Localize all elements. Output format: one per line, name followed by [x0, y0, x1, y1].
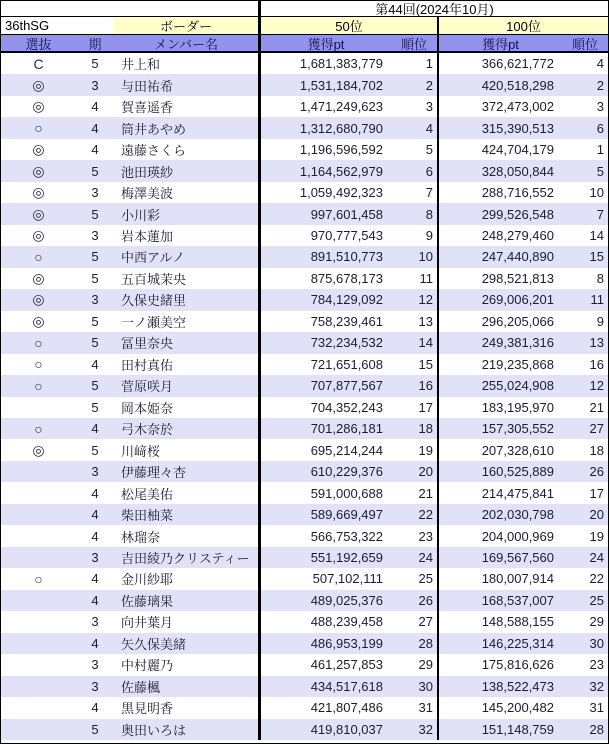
member-name-cell: 遠藤さくら: [121, 143, 187, 159]
member-name-cell: 賀喜遥香: [121, 100, 174, 116]
border-label: ボーダー: [114, 17, 258, 34]
rank-50-cell: 11: [419, 270, 433, 286]
points-50-cell: 566,753,322: [258, 525, 391, 546]
senbatsu-mark-cell: [1, 590, 76, 611]
rank-100-cell: 13: [589, 335, 604, 351]
points-100-cell: 298,521,813: [437, 268, 562, 289]
points-50-cell: 421,807,486: [258, 697, 391, 718]
rank-100-cell: 3: [596, 99, 604, 115]
points-50-cell: 419,810,037: [258, 719, 391, 740]
member-row: [1, 182, 608, 203]
points-100-cell: 219,235,868: [437, 354, 562, 375]
rank-100-cell: 9: [596, 313, 604, 329]
rank-100-cell: 28: [589, 721, 604, 737]
member-name-cell: 井上和: [121, 57, 161, 73]
points-50-cell: 507,102,111: [258, 568, 391, 589]
member-name-cell: 弓木奈於: [121, 422, 174, 438]
header-blank-cell: [1, 1, 258, 16]
points-100-cell: 148,588,155: [437, 611, 562, 632]
points-100-cell: 269,006,201: [437, 289, 562, 310]
member-row: [1, 697, 608, 718]
member-row: [1, 719, 608, 740]
senbatsu-mark-cell: [1, 525, 76, 546]
member-row: [1, 246, 608, 267]
member-row: [1, 117, 608, 138]
points-100-cell: 315,390,513: [437, 117, 562, 138]
points-50-cell: 701,286,181: [258, 418, 391, 439]
senbatsu-mark-cell: [1, 719, 76, 740]
rank-100-cell: 4: [596, 56, 604, 72]
points-100-cell: 160,525,889: [437, 461, 562, 482]
rank-100-cell: 18: [589, 442, 604, 458]
member-name-cell: 菅原咲月: [121, 379, 174, 395]
member-name-cell: 小川彩: [121, 207, 161, 223]
points-50-cell: 704,352,243: [258, 397, 391, 418]
member-name-cell: 奥田いろは: [121, 722, 187, 738]
generation-cell: 5: [91, 206, 99, 222]
generation-cell: 5: [91, 249, 99, 265]
header-row-columns: [1, 35, 608, 53]
member-row: [1, 461, 608, 482]
generation-cell: 4: [91, 592, 99, 608]
rank-100-cell: 1: [596, 142, 604, 158]
rank-50-cell: 24: [418, 550, 433, 566]
rank-100-cell: 10: [589, 185, 604, 201]
rank50-group-label: 50位: [258, 17, 437, 34]
rank-50-cell: 7: [425, 185, 433, 201]
points-100-cell: 202,030,798: [437, 504, 562, 525]
member-row: [1, 74, 608, 95]
generation-cell: 4: [91, 356, 99, 372]
senbatsu-mark-cell: ◎: [32, 226, 45, 243]
rank-100-cell: 21: [589, 399, 604, 415]
member-row: [1, 504, 608, 525]
points-100-cell: 296,205,066: [437, 311, 562, 332]
points-100-cell: 372,473,002: [437, 96, 562, 117]
member-name-cell: 梅澤美波: [121, 186, 174, 202]
generation-cell: 3: [91, 614, 99, 630]
points-100-cell: 248,279,460: [437, 225, 562, 246]
rank-100-cell: 19: [589, 528, 604, 544]
rank-50-cell: 12: [418, 292, 433, 308]
member-name-cell: 黒見明香: [121, 701, 174, 717]
senbatsu-mark-cell: ◎: [32, 76, 45, 93]
header-row-groups: [1, 17, 608, 35]
senbatsu-mark-cell: C: [33, 55, 44, 72]
points-100-cell: 204,000,969: [437, 525, 562, 546]
generation-cell: 4: [91, 635, 99, 651]
rank-50-cell: 9: [425, 227, 433, 243]
member-row: [1, 676, 608, 697]
rank-100-cell: 20: [589, 507, 604, 523]
points-50-cell: 488,239,458: [258, 611, 391, 632]
rank-100-cell: 29: [589, 614, 604, 630]
points-100-cell: 424,704,179: [437, 139, 562, 160]
member-name-cell: 柴田柚菜: [121, 508, 174, 524]
member-row: [1, 332, 608, 353]
points-100-cell: 183,195,970: [437, 397, 562, 418]
points-50-cell: 1,471,249,623: [258, 96, 391, 117]
member-row: [1, 568, 608, 589]
member-row: [1, 482, 608, 503]
points-50-cell: 1,196,596,592: [258, 139, 391, 160]
generation-cell: 3: [91, 292, 99, 308]
generation-cell: 4: [91, 120, 99, 136]
member-name-cell: 向井葉月: [121, 615, 174, 631]
rank-100-cell: 26: [589, 464, 604, 480]
member-name-cell: 吉田綾乃クリスティー: [121, 551, 250, 567]
member-name-cell: 川﨑桜: [121, 443, 161, 459]
generation-cell: 3: [91, 464, 99, 480]
rank-50-cell: 32: [418, 721, 433, 737]
rank-50-cell: 2: [425, 77, 433, 93]
member-name-cell: 伊藤理々杏: [121, 465, 187, 481]
rank-100-cell: 17: [589, 485, 604, 501]
member-row: [1, 289, 608, 310]
points-100-cell: 168,537,007: [437, 590, 562, 611]
points-50-cell: 1,681,383,779: [258, 53, 391, 74]
points-50-cell: 732,234,532: [258, 332, 391, 353]
generation-cell: 4: [91, 99, 99, 115]
rank-100-cell: 27: [589, 421, 604, 437]
senbatsu-mark-cell: [1, 654, 76, 675]
rank-100-cell: 14: [589, 227, 604, 243]
points-50-cell: 1,059,492,323: [258, 182, 391, 203]
member-name-cell: 矢久保美緒: [121, 636, 187, 652]
member-row: [1, 611, 608, 632]
rank-50-cell: 10: [418, 249, 433, 265]
points-100-cell: 138,522,473: [437, 676, 562, 697]
points-50-cell: 695,214,244: [258, 439, 391, 460]
points-100-cell: 175,816,626: [437, 654, 562, 675]
generation-cell: 4: [91, 507, 99, 523]
member-name-cell: 佐藤楓: [121, 679, 161, 695]
points-100-cell: 288,716,552: [437, 182, 562, 203]
rank-100-cell: 7: [596, 206, 604, 222]
points-50-cell: 1,164,562,979: [258, 160, 391, 181]
member-row: [1, 654, 608, 675]
member-row: [1, 268, 608, 289]
member-name-cell: 林瑠奈: [121, 529, 161, 545]
col-header-rank-50: 順位: [400, 36, 427, 51]
member-row: [1, 96, 608, 117]
member-name-cell: 佐藤璃果: [121, 593, 174, 609]
points-100-cell: 299,526,548: [437, 203, 562, 224]
senbatsu-mark-cell: ◎: [32, 312, 45, 329]
points-100-cell: 255,024,908: [437, 375, 562, 396]
points-100-cell: 180,007,914: [437, 568, 562, 589]
points-50-cell: 970,777,543: [258, 225, 391, 246]
member-row: [1, 225, 608, 246]
generation-cell: 3: [91, 227, 99, 243]
generation-cell: 5: [91, 378, 99, 394]
rank-100-cell: 16: [589, 356, 604, 372]
rank-50-cell: 25: [418, 571, 433, 587]
rank-50-cell: 31: [418, 700, 433, 716]
points-50-cell: 589,669,497: [258, 504, 391, 525]
rank-50-cell: 3: [425, 99, 433, 115]
rank-50-cell: 8: [425, 206, 433, 222]
senbatsu-mark-cell: ○: [34, 120, 43, 137]
rank-100-cell: 23: [589, 657, 604, 673]
member-row: [1, 525, 608, 546]
senbatsu-mark-cell: ◎: [32, 291, 45, 308]
points-100-cell: 151,148,759: [437, 719, 562, 740]
member-name-cell: 池田瑛紗: [121, 164, 174, 180]
senbatsu-mark-cell: [1, 482, 76, 503]
generation-cell: 5: [91, 163, 99, 179]
points-100-cell: 249,381,316: [437, 332, 562, 353]
generation-cell: 3: [91, 550, 99, 566]
generation-cell: 4: [91, 700, 99, 716]
col-header-rank-100: 順位: [571, 36, 598, 51]
member-row: [1, 354, 608, 375]
member-row: [1, 547, 608, 568]
senbatsu-mark-cell: ◎: [32, 98, 45, 115]
member-row: [1, 397, 608, 418]
generation-cell: 5: [91, 442, 99, 458]
rank-100-cell: 31: [589, 700, 604, 716]
points-50-cell: 784,129,092: [258, 289, 391, 310]
senbatsu-mark-cell: [1, 633, 76, 654]
senbatsu-mark-cell: ○: [34, 334, 43, 351]
rank-100-cell: 2: [596, 77, 604, 93]
rank-50-cell: 5: [425, 142, 433, 158]
rank-50-cell: 6: [425, 163, 433, 179]
member-row: [1, 203, 608, 224]
rank-50-cell: 1: [425, 56, 433, 72]
senbatsu-mark-cell: ◎: [32, 269, 45, 286]
generation-cell: 5: [91, 270, 99, 286]
senbatsu-mark-cell: ◎: [32, 441, 45, 458]
points-50-cell: 591,000,688: [258, 482, 391, 503]
rank-50-cell: 21: [418, 485, 433, 501]
table-body: [1, 53, 608, 740]
member-name-cell: 中村麗乃: [121, 658, 174, 674]
points-50-cell: 610,229,376: [258, 461, 391, 482]
rank100-group-label: 100位: [437, 17, 608, 34]
senbatsu-mark-cell: ○: [34, 248, 43, 265]
points-100-cell: 169,567,560: [437, 547, 562, 568]
points-100-cell: 247,440,890: [437, 246, 562, 267]
generation-cell: 5: [91, 399, 99, 415]
senbatsu-mark-cell: [1, 504, 76, 525]
single-label: 36thSG: [1, 17, 114, 34]
member-name-cell: 筒井あやめ: [121, 121, 187, 137]
senbatsu-mark-cell: ○: [34, 570, 43, 587]
member-name-cell: 岩本蓮加: [121, 228, 174, 244]
points-50-cell: 891,510,773: [258, 246, 391, 267]
points-50-cell: 1,312,680,790: [258, 117, 391, 138]
points-50-cell: 997,601,458: [258, 203, 391, 224]
rank-50-cell: 13: [418, 313, 433, 329]
member-row: [1, 418, 608, 439]
member-row: [1, 633, 608, 654]
rank-50-cell: 22: [418, 507, 433, 523]
points-100-cell: 145,200,482: [437, 697, 562, 718]
senbatsu-mark-cell: ◎: [32, 162, 45, 179]
generation-cell: 3: [91, 678, 99, 694]
member-row: [1, 311, 608, 332]
points-100-cell: 146,225,314: [437, 633, 562, 654]
senbatsu-mark-cell: [1, 547, 76, 568]
points-50-cell: 758,239,461: [258, 311, 391, 332]
points-100-cell: 420,518,298: [437, 74, 562, 95]
generation-cell: 5: [91, 721, 99, 737]
senbatsu-mark-cell: ○: [34, 356, 43, 373]
points-100-cell: 214,475,841: [437, 482, 562, 503]
rank-50-cell: 14: [418, 335, 433, 351]
generation-cell: 5: [91, 313, 99, 329]
member-name-cell: 与田祐希: [121, 78, 174, 94]
member-name-cell: 岡本姫奈: [121, 400, 174, 416]
header-row-event: [1, 1, 608, 17]
generation-cell: 4: [91, 528, 99, 544]
member-name-cell: 中西アルノ: [121, 250, 185, 266]
points-50-cell: 551,192,659: [258, 547, 391, 568]
rank-50-cell: 17: [418, 399, 433, 415]
points-100-cell: 366,621,772: [437, 53, 562, 74]
rank-50-cell: 15: [418, 356, 433, 372]
points-50-cell: 434,517,618: [258, 676, 391, 697]
rank-100-cell: 24: [589, 550, 604, 566]
senbatsu-mark-cell: [1, 697, 76, 718]
generation-cell: 3: [91, 77, 99, 93]
senbatsu-mark-cell: [1, 461, 76, 482]
member-row: [1, 439, 608, 460]
member-row: [1, 590, 608, 611]
rank-50-cell: 16: [418, 378, 433, 394]
senbatsu-mark-cell: [1, 611, 76, 632]
rank-50-cell: 26: [418, 592, 433, 608]
points-100-cell: 157,305,552: [437, 418, 562, 439]
col-header-points-100: 獲得pt: [437, 35, 562, 51]
member-name-cell: 松尾美佑: [121, 486, 174, 502]
member-name-cell: 五百城茉央: [121, 271, 187, 287]
generation-cell: 5: [91, 335, 99, 351]
generation-cell: 3: [91, 657, 99, 673]
member-name-cell: 久保史緒里: [121, 293, 187, 309]
rank-100-cell: 25: [589, 592, 604, 608]
rank-100-cell: 8: [596, 270, 604, 286]
rank-100-cell: 11: [590, 292, 604, 308]
points-100-cell: 328,050,844: [437, 160, 562, 181]
generation-cell: 4: [91, 142, 99, 158]
rank-50-cell: 27: [418, 614, 433, 630]
member-name-cell: 金川紗耶: [121, 572, 174, 588]
senbatsu-mark-cell: ◎: [32, 184, 45, 201]
member-name-cell: 田村真佑: [121, 357, 174, 373]
senbatsu-mark-cell: [1, 397, 76, 418]
senbatsu-mark-cell: ○: [34, 420, 43, 437]
rank-100-cell: 5: [596, 163, 604, 179]
rank-50-cell: 20: [418, 464, 433, 480]
points-50-cell: 461,257,853: [258, 654, 391, 675]
rank-50-cell: 29: [418, 657, 433, 673]
rank-100-cell: 15: [589, 249, 604, 265]
points-50-cell: 486,953,199: [258, 633, 391, 654]
senbatsu-mark-cell: ◎: [32, 205, 45, 222]
points-100-cell: 207,328,610: [437, 439, 562, 460]
points-50-cell: 875,678,173: [258, 268, 391, 289]
rank-100-cell: 32: [589, 678, 604, 694]
member-name-cell: 一ノ瀬美空: [121, 314, 187, 330]
generation-cell: 5: [91, 56, 99, 72]
rank-50-cell: 23: [418, 528, 433, 544]
senbatsu-mark-cell: ○: [34, 377, 43, 394]
rank-50-cell: 4: [425, 120, 433, 136]
col-header-member-name: メンバー名: [153, 36, 219, 51]
rank-50-cell: 28: [418, 635, 433, 651]
rank-50-cell: 19: [418, 442, 433, 458]
member-row: [1, 53, 608, 74]
generation-cell: 3: [91, 185, 99, 201]
col-header-senbatsu: 選抜: [25, 36, 52, 51]
member-name-cell: 冨里奈央: [121, 336, 174, 352]
col-header-points-50: 獲得pt: [258, 35, 391, 51]
senbatsu-mark-cell: [1, 676, 76, 697]
points-50-cell: 707,877,567: [258, 375, 391, 396]
member-row: [1, 160, 608, 181]
member-row: [1, 139, 608, 160]
rank-100-cell: 30: [589, 635, 604, 651]
member-row: [1, 375, 608, 396]
points-50-cell: 1,531,184,702: [258, 74, 391, 95]
rank-50-cell: 18: [418, 421, 433, 437]
rank-100-cell: 12: [589, 378, 604, 394]
col-header-generation: 期: [88, 36, 102, 51]
generation-cell: 4: [91, 421, 99, 437]
points-50-cell: 489,025,376: [258, 590, 391, 611]
event-title: 第44回(2024年10月): [258, 1, 608, 16]
generation-cell: 4: [91, 571, 99, 587]
rank-50-cell: 30: [418, 678, 433, 694]
rank-100-cell: 6: [596, 120, 604, 136]
senbatsu-mark-cell: ◎: [32, 141, 45, 158]
generation-cell: 4: [91, 485, 99, 501]
points-50-cell: 721,651,608: [258, 354, 391, 375]
rank-100-cell: 22: [589, 571, 604, 587]
